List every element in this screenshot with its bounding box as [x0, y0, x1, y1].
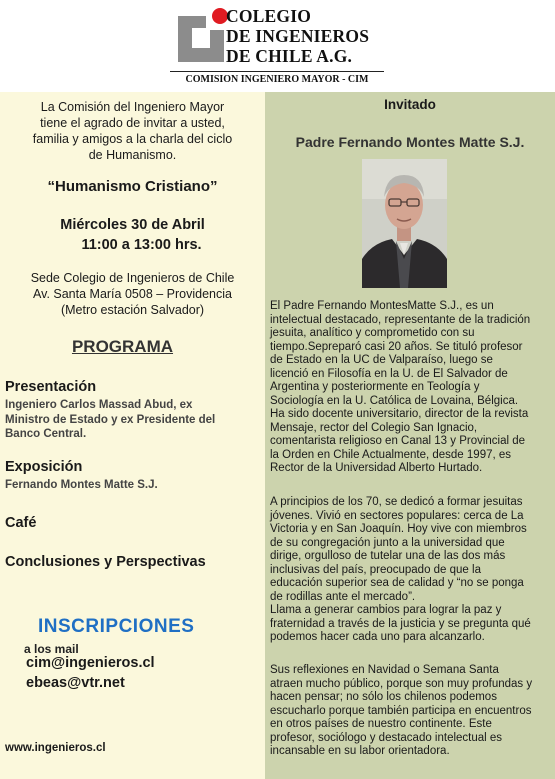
desc-line: Banco Central. [5, 428, 87, 440]
header [0, 0, 555, 92]
bio-line: fraternidad a través de la justicia y se pregunta qué [270, 617, 531, 630]
guest-name: Padre Fernando Montes Matte S.J. [295, 134, 525, 150]
bio-line: educación superior sea de calidad y “no se ponga [270, 577, 524, 589]
intro-line: familia y amigos a la charla del ciclo [32, 132, 233, 146]
bio-line: A principios de los 70, se dedicó a formar jesuitas [270, 496, 523, 508]
logo-line-1: COLEGIO [226, 6, 312, 26]
logo-line-2: DE INGENIEROS [226, 26, 370, 46]
bio-paragraph-3 [270, 664, 549, 759]
bio-paragraph-2 [270, 496, 549, 645]
bio-line: la Orden en Chile Actualmente, desde 1997, es [270, 448, 512, 461]
bio-line: incansable en su labor orientadora. [270, 745, 450, 757]
bio-line: podemos hacer cada uno para alcanzarlo. [270, 631, 485, 643]
bio-line: inclusivas del país, preocupado de que la [270, 563, 481, 576]
desc-line: Ingeniero Carlos Massad Abud, ex [5, 399, 193, 411]
bio-line: atraen mucho público, porque son muy profundas y [270, 677, 533, 690]
bio-line: Ha sido docente universitario, director de la revista [270, 408, 529, 420]
bio-line: hacen pensar; no sólo los chilenos podemos [270, 691, 497, 703]
program-cafe-title: Café [5, 515, 37, 531]
email-link-cim[interactable]: cim@ingenieros.cl [26, 655, 155, 671]
intro-line: tiene el agrado de invitar a usted, [40, 116, 225, 130]
program-presentacion-desc [5, 398, 215, 442]
talk-time: 11:00 a 13:00 hrs. [81, 237, 202, 253]
bio-line: Victoria y en San Joaquín. Hoy vive con miembros [270, 523, 527, 535]
bio-line: Mensaje, rector del Colegio San Ignacio, [270, 421, 478, 434]
bio-line: tiempo.Sepreparó casi 20 años. Se tituló profesor [270, 340, 523, 353]
bio-line: de rodillas ante el mercado”. [270, 590, 416, 603]
bio-line: Rector de la Universidad Alberto Hurtado. [270, 462, 483, 474]
venue [0, 270, 265, 318]
inscripciones-heading: INSCRIPCIONES [38, 616, 195, 637]
bio-line: jóvenes. Vivió en sectores populares: cerca de La [270, 509, 524, 522]
bio-line: profesor, sociólogo y destacado intelectual es [270, 731, 503, 744]
colegio-logo [166, 0, 388, 92]
talk-date: Miércoles 30 de Abril [60, 217, 205, 233]
program-presentacion-title: Presentación [5, 379, 97, 395]
program-exposicion-title: Exposición [5, 459, 83, 475]
talk-datetime [0, 215, 265, 255]
bio-line: jesuita, analítico y comprometido con su [270, 327, 475, 339]
bio-line: licenció en Filosofía en la U. de El Salvador de [270, 367, 508, 380]
bio-line: de su congregación junto a la universidad que [270, 536, 505, 549]
logo-subtitle: COMISION INGENIERO MAYOR - CIM [170, 71, 384, 85]
bio-line: de Estado en la UC de Valparaíso, luego se [270, 354, 493, 366]
intro-line: La Comisión del Ingeniero Mayor [40, 100, 225, 114]
bio-line: escucharlo porque también participa en encuentros [270, 704, 532, 717]
talk-title: “Humanismo Cristiano” [47, 178, 218, 195]
bio-line: Llama a generar cambios para lograr la paz y [270, 604, 502, 616]
bio-line: Sociología en la U. Católica de Lovaina, Bélgica. [270, 394, 519, 407]
venue-line: (Metro estación Salvador) [60, 303, 205, 317]
programa-heading: PROGRAMA [71, 337, 174, 356]
email-link-ebeas[interactable]: ebeas@vtr.net [26, 675, 125, 691]
intro-line: de Humanismo. [88, 148, 177, 162]
invitation-intro [10, 99, 255, 163]
guest-portrait [362, 159, 447, 288]
bio-paragraph-1 [270, 300, 549, 476]
venue-line: Av. Santa María 0508 – Providencia [33, 287, 232, 301]
logo-mark-icon [178, 10, 224, 62]
bio-line: Argentina y posteriormente en Teología y [270, 381, 480, 393]
left-panel [0, 92, 265, 779]
desc-line: Ministro de Estado y ex Presidente del [5, 413, 216, 426]
bio-line: dirige, orgulloso de tutelar una de las dos más [270, 550, 506, 562]
bio-line: El Padre Fernando MontesMatte S.J., es un [270, 300, 494, 312]
right-panel [265, 92, 555, 779]
bio-line: Sus reflexiones en Navidad o Semana Santa [270, 664, 499, 676]
bio-line: comentarista religioso en Canal 13 y Provincial de [270, 435, 526, 447]
bio-line: intelectual destacado, representante de la tradición [270, 313, 531, 326]
inscripciones-label: a los mail [24, 642, 79, 656]
venue-line: Sede Colegio de Ingenieros de Chile [30, 271, 235, 285]
program-exposicion-desc: Fernando Montes Matte S.J. [5, 479, 158, 491]
logo-line-3: DE CHILE A.G. [226, 46, 353, 66]
bio-line: en otros países de nuestro continente. Este [270, 718, 492, 730]
invitado-label: Invitado [384, 97, 436, 112]
program-conclusiones-title: Conclusiones y Perspectivas [5, 554, 206, 570]
website-link[interactable]: www.ingenieros.cl [5, 742, 106, 754]
